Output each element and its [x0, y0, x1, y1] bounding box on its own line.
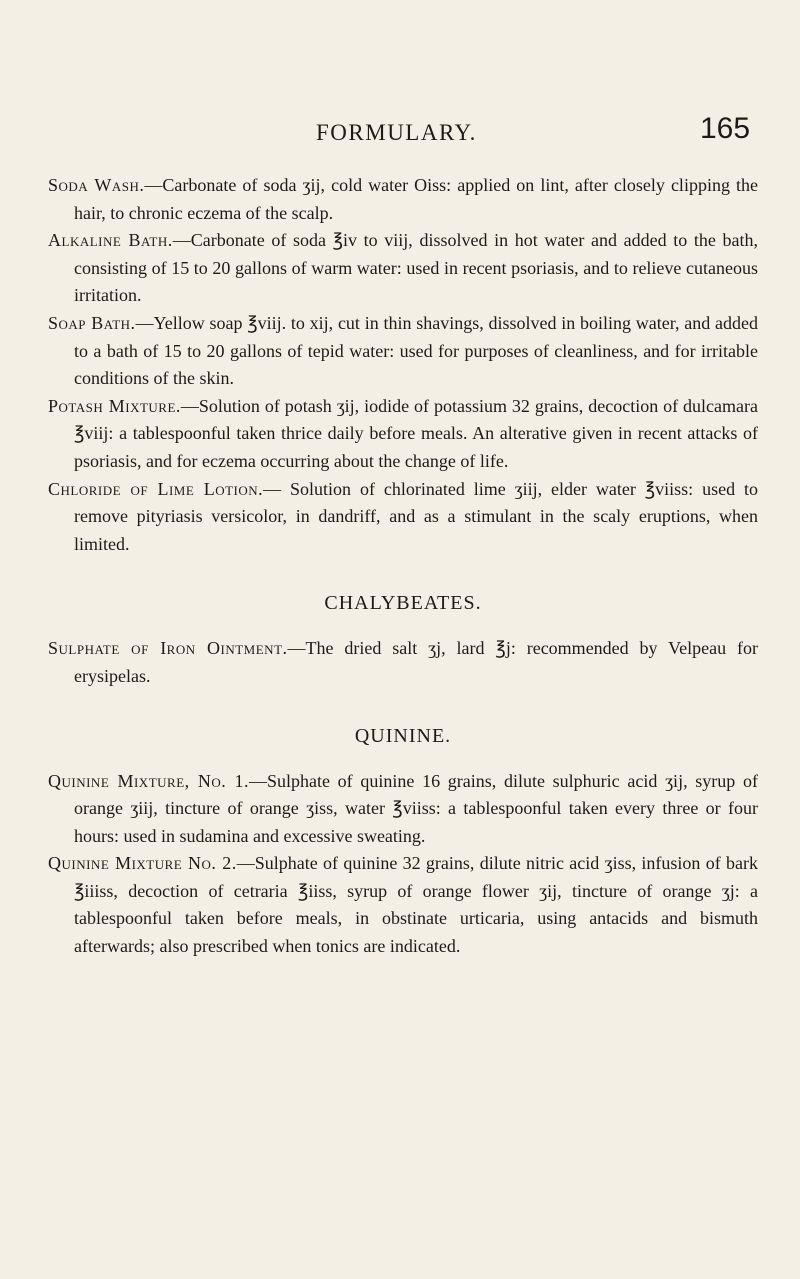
entry-potash-mixture — [48, 393, 758, 476]
entry-soap-bath — [48, 310, 758, 393]
entry-heading: Soap Bath. — [48, 312, 136, 333]
entry-text: —Sulphate of quinine 32 grains, dilute nitric acid ʒiss, infusion of bark ℥iiiss, decoction of cetraria ℥iiss, syrup of orange flower ʒij, tincture of orange ʒj: a tablespoonful taken before meals, in obstinate urticaria, using antacids and bismuth afterwards; also prescribed when tonics are indicated. — [74, 853, 758, 957]
entry-heading: Potash Mixture. — [48, 395, 181, 416]
entry-text: —Sulphate of quinine 16 grains, dilute sulphuric acid ʒij, syrup of orange ʒiij, tincture of orange ʒiss, water ℥viiss: a tablespoonful taken every three or four hours: used in sudamina and excessive sweating. — [74, 770, 758, 846]
entry-text: —The dried salt ʒj, lard ℥j: recommended by Velpeau for erysipelas. — [74, 638, 758, 686]
entry-alkaline-bath — [48, 227, 758, 310]
entry-heading: Quinine Mixture, No. 1. — [48, 770, 249, 791]
section-title-chalybeates: CHALYBEATES. — [324, 592, 482, 615]
entry-heading: Alkaline Bath. — [48, 230, 173, 251]
running-title: FORMULARY. — [316, 120, 477, 145]
entry-heading: Soda Wash. — [48, 175, 145, 195]
entry-sulphate-iron-ointment — [48, 635, 758, 690]
running-head — [0, 112, 800, 152]
entry-quinine-mixture-1 — [48, 768, 758, 851]
entry-heading: Chloride of Lime Lotion. — [48, 478, 264, 499]
entry-chloride-lime-lotion — [48, 476, 758, 559]
entry-quinine-mixture-2 — [48, 850, 758, 960]
section-title-quinine: QUININE. — [354, 724, 452, 747]
entry-text: —Yellow soap ℥viij. to xij, cut in thin shavings, dissolved in boiling water, and added to a bath of 15 to 20 gallons of tepid water: used for purposes of cleanliness, and for irritable conditions of the skin. — [74, 312, 758, 389]
body-text — [48, 172, 758, 961]
entry-soda-wash — [48, 172, 758, 227]
entry-heading: Quinine Mixture No. 2. — [48, 853, 237, 874]
entry-text: —Carbonate of soda ℥iv to viij, dissolved in hot water and added to the bath, consisting of 15 to 20 gallons of warm water: used in recent psoriasis, and to relieve cutaneous irritation. — [74, 230, 758, 306]
page-number: 165 — [700, 112, 751, 145]
entry-text: —Solution of potash ʒij, iodide of potassium 32 grains, decoction of dulcamara ℥viij: a tablespoonful taken thrice daily before meals. An alterative given in recent attacks of psoriasis, and for eczema occurring about the change of life. — [74, 395, 759, 471]
entry-text: — Solution of chlorinated lime ʒiij, elder water ℥viiss: used to remove pityriasis versicolor, in dandriff, and as a stimulant in the scaly eruptions, when limited. — [74, 478, 758, 554]
entry-text: —Carbonate of soda ʒij, cold water Oiss: applied on lint, after closely clipping the hair, to chronic eczema of the scalp. — [74, 175, 758, 223]
entry-heading: Sulphate of Iron Ointment. — [48, 638, 288, 659]
